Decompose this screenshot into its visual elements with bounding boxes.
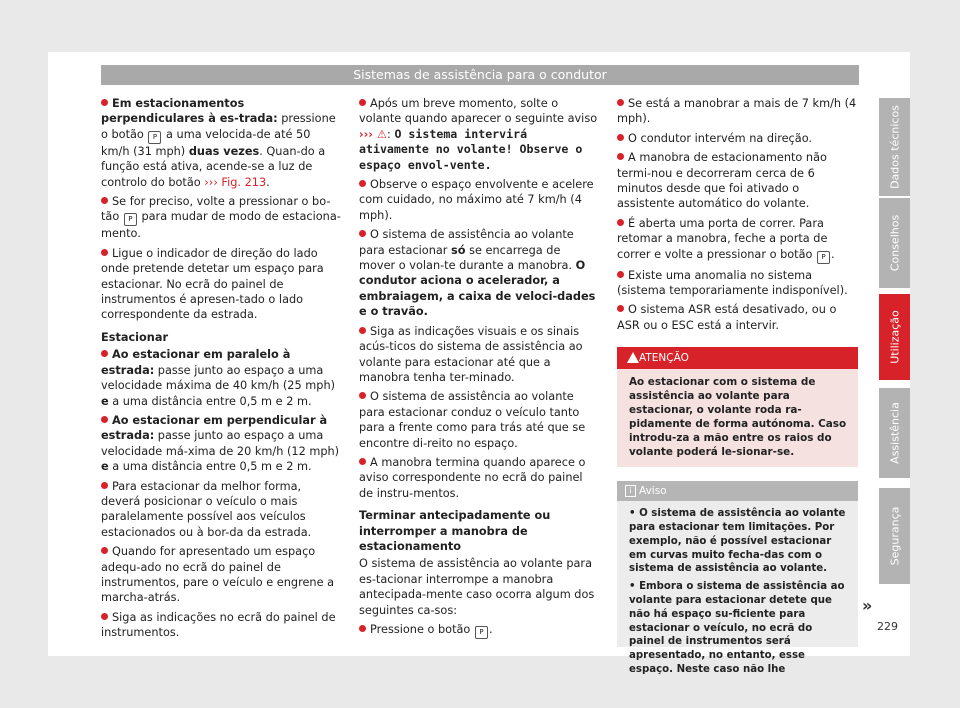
bullet-icon bbox=[617, 219, 624, 226]
list-item: O sistema de assistência ao volante para estacionar só se encarrega de mover o volan-te durante a manobra. O condutor aciona o acelerador, a embraiagem, a caixa de veloci-dades e o travão. bbox=[359, 228, 596, 319]
figure-reference-link[interactable]: ››› Fig. 213 bbox=[204, 175, 267, 189]
list-item: Observe o espaço envolvente e acelere com cuidado, no máximo até 7 km/h (4 mph). bbox=[359, 178, 594, 222]
list-item: Quando for apresentado um espaço adequ-ado no ecrã do painel de instrumentos, pare o veículo e engrene a marcha-atrás. bbox=[101, 545, 335, 605]
column-3 bbox=[617, 96, 858, 676]
park-assist-button-icon: P bbox=[124, 213, 137, 226]
column-2 bbox=[359, 96, 600, 643]
section-heading: Estacionar bbox=[101, 330, 169, 344]
list-item: Pressione o botão P . bbox=[359, 622, 600, 639]
bullet-icon bbox=[101, 482, 108, 489]
note-text bbox=[617, 501, 858, 677]
list-item: Existe uma anomalia no sistema (sistema temporariamente indisponível). bbox=[617, 268, 848, 298]
bullet-icon bbox=[359, 99, 366, 106]
bullet-icon bbox=[359, 180, 366, 187]
note-header: i Aviso bbox=[617, 481, 858, 501]
warning-triangle-icon: ⚠ bbox=[376, 127, 388, 141]
list-item: Após um breve momento, solte o volante quando aparecer o seguinte aviso ››› ⚠: O sistema intervirá ativamente no volante! Observe o espaço envol-vente. bbox=[359, 97, 598, 172]
bullet-icon bbox=[101, 249, 108, 256]
paragraph: O sistema de assistência ao volante para es-tacionar interrompe a manobra antecipada-mente caso ocorra algum dos seguintes ca-sos: bbox=[359, 557, 595, 617]
park-assist-button-icon: P bbox=[475, 626, 488, 639]
warning-text: Ao estacionar com o sistema de assistência ao volante para estacionar, o volante roda ra-pidamente de forma autónoma. Caso introdu-za a mão entre os raios do volante poderá le-sionar-se. bbox=[629, 376, 847, 459]
tab-assistencia[interactable]: Assistência bbox=[879, 388, 910, 478]
list-item: Se for preciso, volte a pressionar o bo-tão P para mudar de modo de estaciona-mento. bbox=[101, 195, 341, 241]
tab-conselhos[interactable]: Conselhos bbox=[879, 198, 910, 288]
bullet-icon bbox=[101, 547, 108, 554]
warning-header: ATENÇÃO bbox=[617, 347, 858, 369]
bullet-icon bbox=[617, 153, 624, 160]
bullet-icon bbox=[101, 197, 108, 204]
page-header: Sistemas de assistência para o condutor bbox=[101, 65, 859, 85]
list-item: Siga as indicações visuais e os sinais acús-ticos do sistema de assistência ao volante para estacionar até que a manobra tenha ter-minado. bbox=[359, 324, 583, 384]
bullet-icon bbox=[359, 230, 366, 237]
list-item: Para estacionar da melhor forma, deverá posicionar o veículo o mais paralelamente possível aos veículos estacionados ou à bor-da da estrada. bbox=[101, 479, 312, 539]
warning-box bbox=[617, 347, 858, 467]
bullet-icon bbox=[359, 392, 366, 399]
list-item: • O sistema de assistência ao volante para estacionar tem limitações. Por exemplo, não é possível estacionar em curvas muito fecha-das com o sistema de assistência ao volante. bbox=[629, 508, 846, 575]
list-item: Se está a manobrar a mais de 7 km/h (4 mph). bbox=[617, 97, 857, 126]
tab-dados-tecnicos[interactable]: Dados técnicos bbox=[879, 98, 910, 196]
list-item: A manobra de estacionamento não termi-nou e decorreram cerca de 6 minutos desde que foi ativado o assistente automático do volante. bbox=[617, 151, 827, 211]
bullet-icon bbox=[617, 99, 624, 106]
list-item: Em estacionamentos perpendiculares à es-trada: pressione o botão P a uma velocida-de até 50 km/h (31 mph) duas vezes. Quan-do a função está ativa, acende-se a luz de controlo do botão ››› Fig. 213. bbox=[101, 97, 336, 189]
bullet-icon bbox=[101, 99, 108, 106]
note-box bbox=[617, 481, 858, 676]
list-item: Ligue o indicador de direção do lado onde pretende detetar um espaço para estacionar. No ecrã do painel de instrumentos é apresen-tado o lado correspondente da estrada. bbox=[101, 246, 324, 322]
bullet-icon bbox=[101, 613, 108, 620]
continue-arrow-icon: » bbox=[862, 596, 873, 615]
tab-utilizacao[interactable]: Utilização bbox=[879, 294, 910, 380]
bullet-icon bbox=[359, 327, 366, 334]
bullet-icon bbox=[617, 271, 624, 278]
display-message: O sistema intervirá ativamente no volante! Observe o espaço envol-vente. bbox=[359, 126, 583, 172]
bullet-icon bbox=[359, 625, 366, 632]
bullet-icon bbox=[617, 305, 624, 312]
list-item: Ao estacionar em paralelo à estrada: passe junto ao espaço a uma velocidade máxima de 40 km/h (25 mph) e a uma distância entre 0,5 m e 2 m. bbox=[101, 348, 336, 408]
list-item: O sistema de assistência ao volante para estacionar conduz o veículo tanto para a frente como para trás até que se encontre di-reito no espaço. bbox=[359, 390, 586, 450]
park-assist-button-icon: P bbox=[817, 251, 830, 264]
bullet-icon bbox=[101, 350, 108, 357]
list-item: A manobra termina quando aparece o aviso correspondente no ecrã do painel de instru-mentos. bbox=[359, 455, 586, 500]
bullet-icon bbox=[617, 134, 624, 141]
list-item: O sistema ASR está desativado, ou o ASR ou o ESC está a intervir. bbox=[617, 303, 837, 332]
park-assist-button-icon: P bbox=[148, 131, 161, 144]
list-item: Ao estacionar em perpendicular à estrada: passe junto ao espaço a uma velocidade má-xima de 20 km/h (12 mph) e a uma distância entre 0,5 m e 2 m. bbox=[101, 413, 340, 474]
tab-seguranca[interactable]: Segurança bbox=[879, 488, 910, 584]
column-1 bbox=[101, 96, 342, 645]
warning-reference-link[interactable]: ››› ⚠ bbox=[359, 127, 388, 141]
section-heading: Terminar antecipadamente ou interromper a manobra de estacionamento bbox=[359, 509, 551, 553]
bullet-icon bbox=[101, 416, 108, 423]
list-item: É aberta uma porta de correr. Para retomar a manobra, feche a porta de correr e volte a pressionar o botão P . bbox=[617, 216, 858, 264]
list-item: O condutor intervém na direção. bbox=[617, 131, 858, 146]
bullet-icon bbox=[359, 458, 366, 465]
list-item: • Embora o sistema de assistência ao volante para estacionar detete que não há espaço su-ficiente para estacionar o veículo, no ecrã do painel de instrumentos será apresentado, no entanto, esse espaço. Neste caso não lhe bbox=[629, 581, 845, 676]
list-item: Siga as indicações no ecrã do painel de instrumentos. bbox=[101, 610, 336, 640]
page-number: 229 bbox=[877, 620, 898, 633]
warning-triangle-icon bbox=[627, 352, 639, 363]
info-icon: i bbox=[625, 485, 636, 497]
